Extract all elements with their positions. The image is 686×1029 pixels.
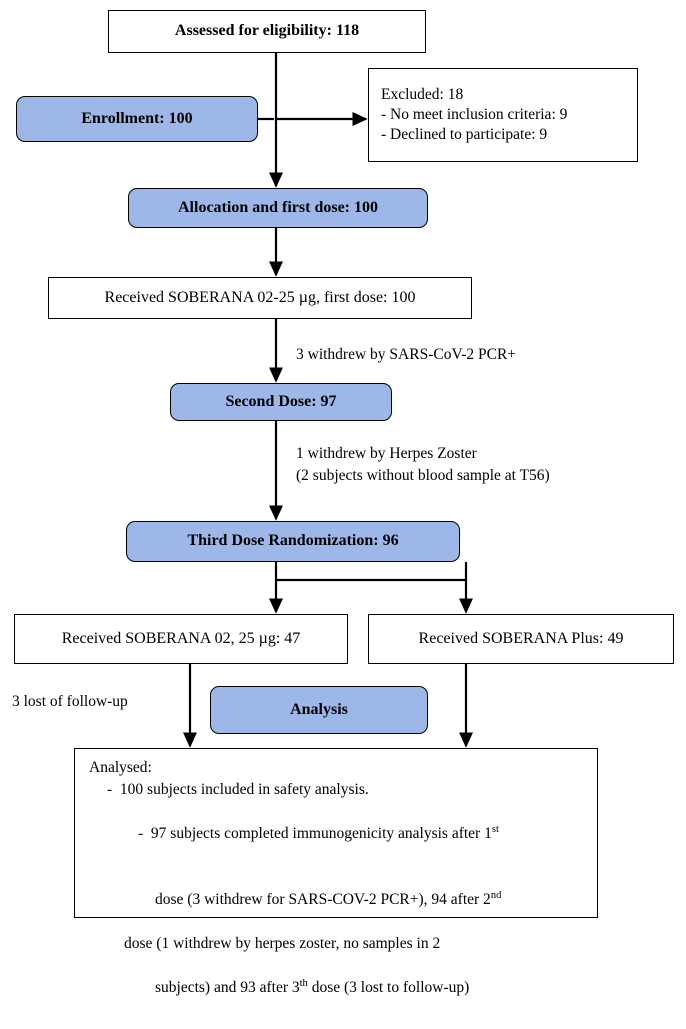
analysed-heading: Analysed:	[89, 759, 152, 776]
node-arm-soberana-plus: Received SOBERANA Plus: 49	[368, 614, 674, 664]
analysed-line-4-tail: dose (3 lost to follow-up)	[307, 979, 470, 996]
node-analysis: Analysis	[210, 686, 428, 734]
annotation-withdrew-pcr: 3 withdrew by SARS-CoV-2 PCR+	[296, 346, 517, 363]
node-analysed	[74, 748, 598, 996]
analysed-line-1-sup: st	[491, 823, 499, 835]
analysed-line-2-sup: nd	[490, 889, 502, 901]
analysed-line-4-sup: th	[299, 977, 308, 989]
node-first-dose: Received SOBERANA 02-25 µg, first dose: 100	[48, 277, 472, 319]
analysed-line-2: dose (3 withdrew for SARS-COV-2 PCR+), 94 after 2	[155, 891, 491, 908]
node-arm-soberana02: Received SOBERANA 02, 25 µg: 47	[14, 614, 348, 664]
node-excluded	[368, 68, 638, 162]
annotation-lost-followup: 3 lost of follow-up	[12, 693, 128, 710]
node-enrollment: Enrollment: 100	[16, 96, 258, 142]
node-allocation: Allocation and first dose: 100	[128, 188, 428, 228]
analysed-line-0: - 100 subjects included in safety analysis.	[107, 781, 369, 798]
annotation-withdrew-zoster-2: (2 subjects without blood sample at T56)	[296, 467, 550, 484]
analysed-line-1: - 97 subjects completed immunogenicity analysis after 1	[138, 825, 492, 842]
node-assessed: Assessed for eligibility: 118	[108, 10, 426, 53]
excluded-item-1: - Declined to participate: 9	[381, 125, 548, 143]
excluded-title: Excluded: 18	[381, 86, 464, 104]
excluded-item-0: - No meet inclusion criteria: 9	[381, 106, 568, 124]
annotation-withdrew-zoster-1: 1 withdrew by Herpes Zoster	[296, 445, 477, 462]
analysed-line-3: dose (1 withdrew by herpes zoster, no samples in 2	[124, 935, 441, 952]
analysed-line-4: subjects) and 93 after 3	[155, 979, 300, 996]
node-second-dose: Second Dose: 97	[170, 383, 392, 421]
node-third-dose: Third Dose Randomization: 96	[126, 521, 460, 562]
